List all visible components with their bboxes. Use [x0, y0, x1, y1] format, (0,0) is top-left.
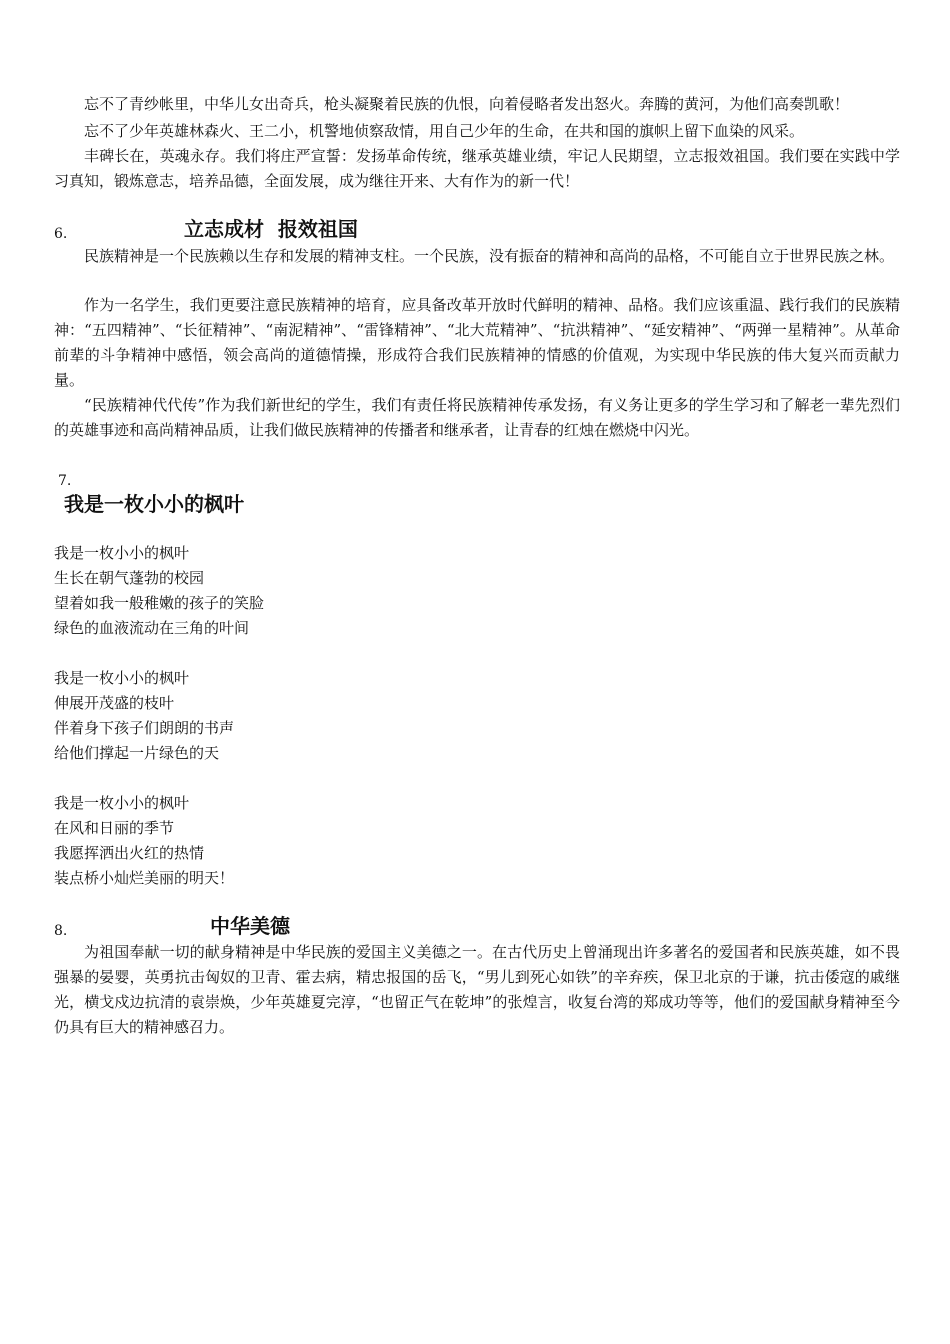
poem-line: 在风和日丽的季节 [54, 819, 175, 837]
poem-line: 我是一枚小小的枫叶 [54, 544, 190, 562]
section-6-paragraph-2: 作为一名学生，我们更要注意民族精神的培育，应具备改革开放时代鲜明的精神、品格。我们应该重温、践行我们的民族精神：“五四精神”、“长征精神”、“南泥精神”、“雷锋精神”、“北大荒精神”、“抗洪精神”、“延安精神”、“两弹一星精神”。从革命前辈的斗争精神中感悟，领会高尚的道德情操，形成符合我们民族精神的情感的价值观，为实现中华民族的伟大复兴而贡献力量。 [54, 296, 900, 389]
intro-paragraph-1: 忘不了青纱帐里，中华儿女出奇兵，枪头凝聚着民族的仇恨，向着侵略者发出怒火。奔腾的黄河，为他们高奏凯歌！ [84, 95, 850, 113]
section-8-number: 8. [54, 923, 68, 939]
poem-line: 伴着身下孩子们朗朗的书声 [54, 719, 235, 737]
poem-line: 我是一枚小小的枫叶 [54, 669, 190, 687]
section-7-title: 我是一枚小小的枫叶 [64, 492, 244, 516]
poem-line: 望着如我一般稚嫩的孩子的笑脸 [54, 594, 265, 612]
section-6-number: 6. [54, 226, 68, 242]
poem-line: 生长在朝气蓬勃的校园 [54, 569, 205, 587]
section-7-number: 7. [58, 473, 72, 489]
poem-line: 装点桥小灿烂美丽的明天！ [54, 869, 235, 887]
intro-paragraph-3: 丰碑长在，英魂永存。我们将庄严宣誓：发扬革命传统，继承英雄业绩，牢记人民期望，立志报效祖国。我们要在实践中学习真知，锻炼意志，培养品德，全面发展，成为继往开来、大有作为的新一代！ [54, 147, 900, 190]
poem-line: 给他们撑起一片绿色的天 [54, 744, 220, 762]
intro-paragraph-2: 忘不了少年英雄林森火、王二小，机警地侦察敌情，用自己少年的生命，在共和国的旗帜上留下血染的风采。 [84, 122, 805, 140]
poem-line: 我愿挥洒出火红的热情 [54, 844, 205, 862]
poem-line: 绿色的血液流动在三角的叶间 [54, 619, 250, 637]
section-8-paragraph-1: 为祖国奉献一切的献身精神是中华民族的爱国主义美德之一。在古代历史上曾涌现出许多著名的爱国者和民族英雄，如不畏强暴的晏婴，英勇抗击匈奴的卫青、霍去病，精忠报国的岳飞，“男儿到死心如铁”的辛弃疾，保卫北京的于谦，抗击倭寇的戚继光，横戈戍边抗清的袁崇焕，少年英雄夏完淳，“也留正气在乾坤”的张煌言，收复台湾的郑成功等等，他们的爱国献身精神至今仍具有巨大的精神感召力。 [54, 943, 900, 1036]
poem-line: 我是一枚小小的枫叶 [54, 794, 190, 812]
section-6-paragraph-1: 民族精神是一个民族赖以生存和发展的精神支柱。一个民族，没有振奋的精神和高尚的品格，不可能自立于世界民族之林。 [84, 247, 895, 265]
section-6-paragraph-3: “民族精神代代传”作为我们新世纪的学生，我们有责任将民族精神传承发扬，有义务让更多的学生学习和了解老一辈先烈们的英雄事迹和高尚精神品质，让我们做民族精神的传播者和继承者，让青春的红烛在燃烧中闪光。 [54, 396, 900, 439]
poem-line: 伸展开茂盛的枝叶 [54, 694, 175, 712]
section-6-title: 立志成材 报效祖国 [184, 217, 358, 241]
section-8-title: 中华美德 [210, 914, 290, 938]
